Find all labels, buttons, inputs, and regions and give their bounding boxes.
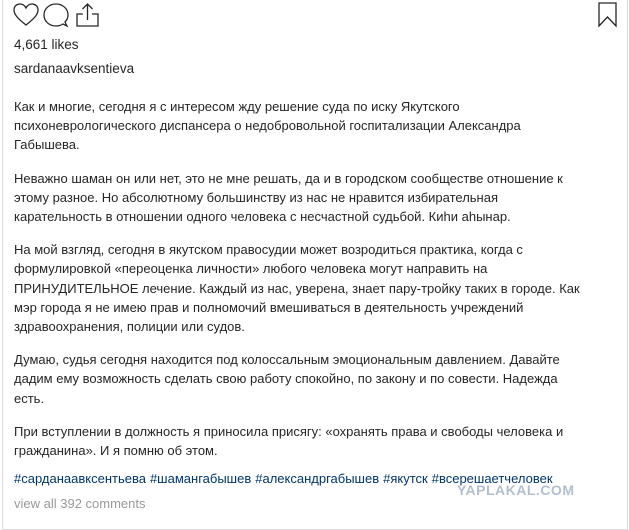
caption-line: На мой взгляд, сегодня в якутском правосудии может возродиться практика, когда с: [14, 242, 523, 258]
hashtag-link[interactable]: #шамангабышев: [149, 471, 252, 486]
username-link[interactable]: sardanaavksentieva: [14, 61, 135, 76]
post-panel: [2, 0, 628, 530]
hashtag-link[interactable]: #сарданаавксентьева: [14, 471, 146, 486]
caption-line: психоневрологического диспансера о недобровольной госпитализации Александра: [14, 118, 521, 134]
caption-line: Как и многие, сегодня я с интересом жду решение суда по иску Якутского: [14, 99, 460, 114]
caption-paragraph: [14, 350, 614, 408]
post-caption: [14, 97, 614, 474]
caption-line: ПРИНУДИТЕЛЬНОЕ лечение. Каждый из нас, уверена, знает пару-тройку таких в городе. Как: [14, 280, 580, 296]
hashtag-link[interactable]: #александргабышев: [255, 471, 380, 486]
hashtag-link[interactable]: #всерешаетчеловек: [431, 471, 553, 486]
caption-line: формулировкой «переоценка личности» любого человека могут направить на: [14, 261, 488, 277]
watermark: YAPLAKAL.COM: [457, 482, 575, 498]
caption-line: мэр города я не имею прав и полномочий вмешиваться в деятельность учреждений: [14, 299, 524, 315]
caption-line: При вступлении в должность я приносила присягу: «охранять права и свободы человека и: [14, 423, 564, 439]
share-icon[interactable]: [75, 2, 101, 33]
caption-line: Неважно шаман он или нет, это не мне решать, да и в городском сообществе отношение к: [14, 170, 563, 186]
caption-line: есть.: [14, 390, 45, 406]
hashtag-link[interactable]: #якутск: [383, 471, 428, 486]
caption-line: дадим ему возможность сделать свою работу спокойно, по закону и по совести. Надежда: [14, 371, 558, 387]
bookmark-icon[interactable]: [597, 2, 619, 33]
view-comments-link[interactable]: view all 392 comments: [14, 496, 146, 511]
caption-paragraph: [14, 169, 614, 227]
caption-line: Думаю, судья сегодня находится под колоссальным эмоциональным давлением. Давайте: [14, 352, 560, 368]
caption-line: здравоохранения, полиции или судов.: [14, 319, 245, 335]
caption-line: этому разное. Но абсолютному большинству из нас не нравится избирательная: [14, 189, 498, 205]
heart-icon[interactable]: [13, 2, 39, 33]
caption-line: Габышева.: [14, 137, 80, 153]
caption-paragraph: [14, 240, 614, 336]
action-bar: [13, 2, 627, 30]
caption-paragraph: [14, 422, 614, 460]
likes-count[interactable]: 4,661 likes: [14, 37, 79, 52]
caption-paragraph: [14, 97, 614, 155]
comment-icon[interactable]: [43, 2, 69, 33]
caption-line: гражданина». И я помню об этом.: [14, 443, 218, 459]
caption-line: карательность в отношении одного человека с несчастной судьбой. Киhи аhынар.: [14, 209, 511, 225]
